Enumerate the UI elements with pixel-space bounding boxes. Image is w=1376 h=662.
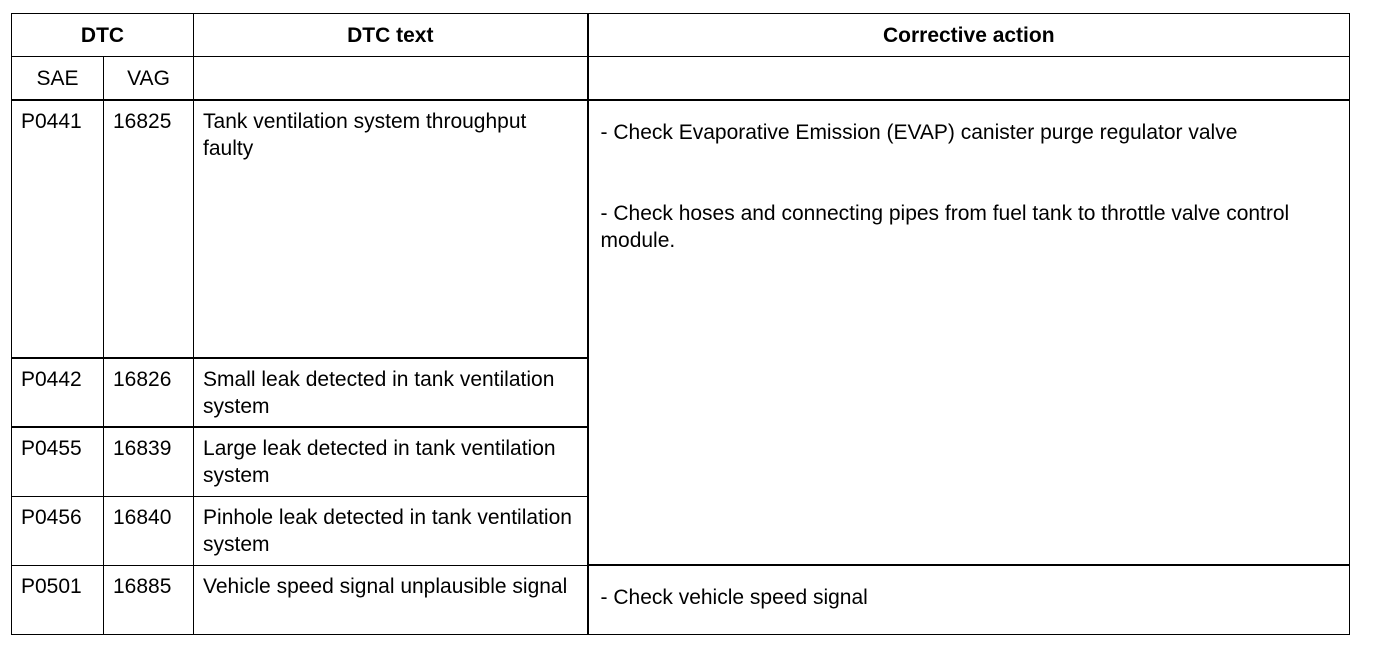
header-sae: SAE <box>12 57 104 101</box>
sae-code: P0456 <box>12 496 104 565</box>
corrective-action-item: - Check vehicle speed signal <box>600 586 868 609</box>
table-row <box>12 565 1350 634</box>
header-vag: VAG <box>104 57 194 101</box>
header-dtc: DTC <box>12 14 194 57</box>
dtc-text: Small leak detected in tank ventilation system <box>194 358 588 427</box>
corrective-action-item: - Check Evaporative Emission (EVAP) canister purge regulator valve <box>600 121 1238 144</box>
dtc-text: Tank ventilation system throughput faulty <box>194 100 588 358</box>
vag-code: 16826 <box>104 358 194 427</box>
sae-code: P0442 <box>12 358 104 427</box>
sae-code: P0501 <box>12 565 104 634</box>
vag-code: 16839 <box>104 427 194 496</box>
sae-code: P0455 <box>12 427 104 496</box>
vag-code: 16840 <box>104 496 194 565</box>
subheader-row <box>12 57 1350 101</box>
header-dtc-text: DTC text <box>194 14 588 57</box>
dtc-text: Pinhole leak detected in tank ventilation system <box>194 496 588 565</box>
header-row <box>12 14 1350 57</box>
header-corrective-action: Corrective action <box>588 14 1350 57</box>
dtc-text: Large leak detected in tank ventilation system <box>194 427 588 496</box>
vag-code: 16825 <box>104 100 194 358</box>
corrective-action-group-2 <box>588 565 1350 634</box>
dtc-text: Vehicle speed signal unplausible signal <box>194 565 588 634</box>
corrective-action-group-1 <box>588 100 1350 565</box>
table-row <box>12 100 1350 358</box>
header-empty-text <box>194 57 588 101</box>
vag-code: 16885 <box>104 565 194 634</box>
dtc-table <box>11 13 1350 635</box>
header-empty-action <box>588 57 1350 101</box>
sae-code: P0441 <box>12 100 104 358</box>
corrective-action-item: - Check hoses and connecting pipes from fuel tank to throttle valve control module. <box>600 202 1290 252</box>
